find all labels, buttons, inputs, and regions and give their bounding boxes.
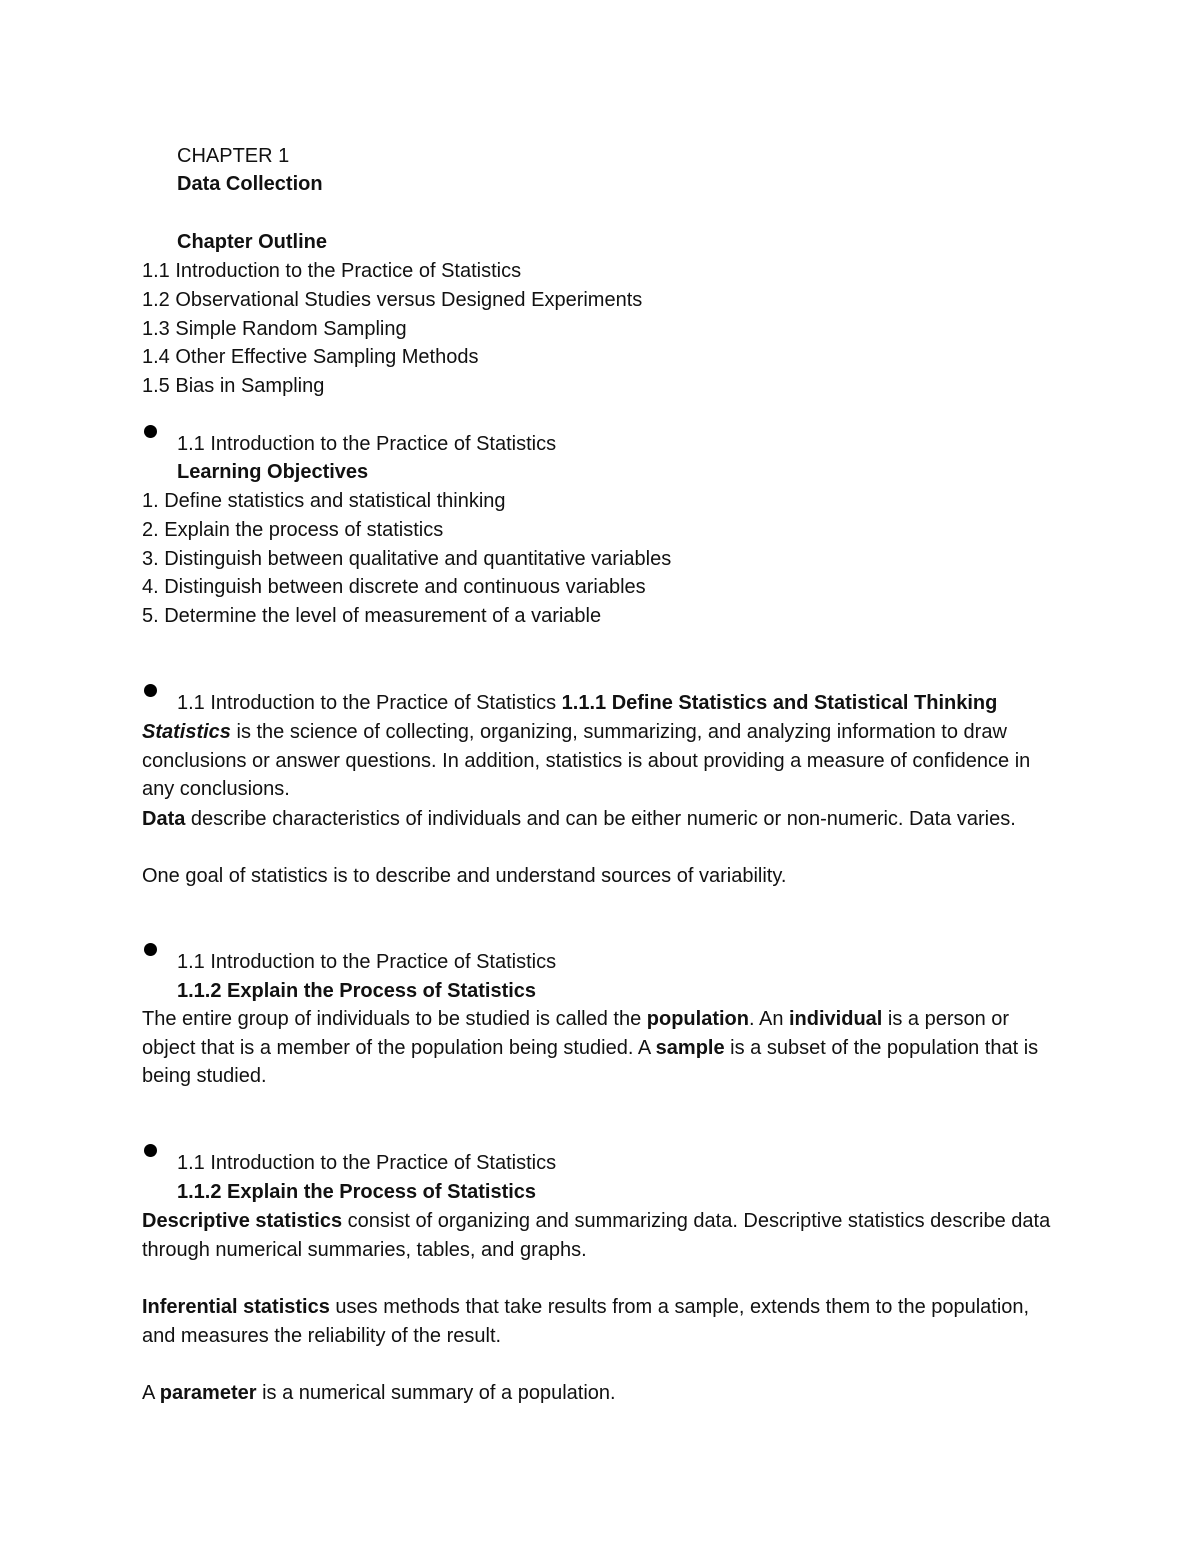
outline-heading: Chapter Outline (177, 231, 328, 253)
objective-item: 3. Distinguish between qualitative and quantitative variables (142, 548, 672, 570)
statistics-term: Statistics (142, 721, 231, 743)
inferential-paragraph: Inferential statistics uses methods that take results from a sample, extends them to the population, and measures the reliability of the result. (142, 1296, 1030, 1347)
outline-item: 1.4 Other Effective Sampling Methods (142, 346, 479, 368)
outline-item: 1.2 Observational Studies versus Designed Experiments (142, 289, 643, 311)
individual-term: individual (789, 1008, 883, 1030)
descriptive-paragraph: Descriptive statistics consist of organizing and summarizing data. Descriptive statistics describe data through numerical summaries, tables, and graphs. (142, 1210, 1051, 1261)
data-def-text: describe characteristics of individuals and can be either numeric or non-numeric. Data varies. (185, 808, 1016, 830)
section-subtitle: Learning Objectives (177, 461, 369, 483)
bullet-icon (144, 425, 157, 438)
data-definition (142, 805, 1060, 834)
objective-item: 2. Explain the process of statistics (142, 519, 444, 541)
population-term: population (646, 1008, 749, 1030)
parameter-paragraph: A parameter is a numerical summary of a population. (142, 1382, 616, 1404)
statistics-goal: One goal of statistics is to describe and understand sources of variability. (142, 865, 787, 887)
chapter-title: Data Collection (177, 173, 323, 195)
bullet-icon (144, 943, 157, 956)
descriptive-term: Descriptive statistics (142, 1210, 343, 1232)
objective-item: 1. Define statistics and statistical thinking (142, 490, 506, 512)
sample-term: sample (655, 1036, 725, 1059)
section-subtitle: 1.1.2 Explain the Process of Statistics (177, 1181, 537, 1203)
inferential-term: Inferential statistics (142, 1296, 330, 1318)
parameter-term: parameter (159, 1382, 257, 1404)
outline-item: 1.5 Bias in Sampling (142, 375, 325, 397)
section-title: 1.1 Introduction to the Practice of Statistics (177, 1152, 557, 1174)
bullet-icon (144, 684, 157, 697)
section-subtitle: 1.1.1 Define Statistics and Statistical Thinking (561, 692, 998, 714)
statistics-def-text: is the science of collecting, organizing, summarizing, and analyzing information to draw conclusions or answer questions. In addition, statistics is about providing a measure of confidence in any conclusions. (142, 721, 1031, 801)
bullet-icon (144, 1144, 157, 1157)
section-title: 1.1 Introduction to the Practice of Statistics (177, 433, 557, 455)
section-title: 1.1 Introduction to the Practice of Statistics (177, 951, 557, 973)
outline-item: 1.3 Simple Random Sampling (142, 318, 407, 340)
section-heading-line (177, 689, 997, 717)
population-paragraph: The entire group of individuals to be studied is called the population. An individual is a person or object that is a member of the population being studied. A sample is a subset of the population that is being studied. (142, 1008, 1039, 1088)
section-subtitle: 1.1.2 Explain the Process of Statistics (177, 980, 537, 1002)
section-title: 1.1 Introduction to the Practice of Statistics (177, 692, 557, 714)
objective-item: 5. Determine the level of measurement of a variable (142, 605, 602, 627)
objective-item: 4. Distinguish between discrete and continuous variables (142, 576, 646, 598)
chapter-number: CHAPTER 1 (177, 145, 290, 167)
statistics-definition (142, 718, 1060, 804)
data-term: Data (142, 808, 186, 830)
outline-item: 1.1 Introduction to the Practice of Statistics (142, 260, 522, 282)
